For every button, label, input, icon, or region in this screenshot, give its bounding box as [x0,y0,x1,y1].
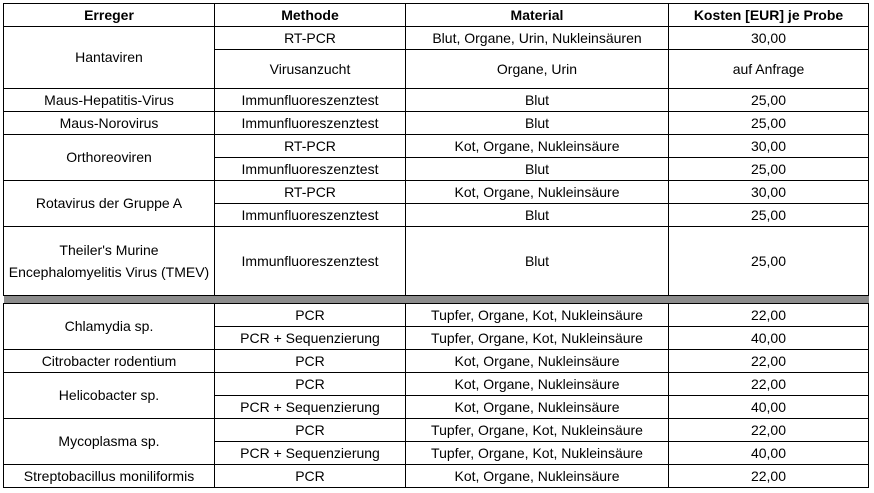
table-row [4,465,869,488]
cell-material: Tupfer, Organe, Kot, Nukleinsäure [406,304,669,327]
cell-kosten: 22,00 [669,465,869,488]
table-row [4,304,869,327]
section-divider [4,296,869,304]
cell-kosten: 22,00 [669,304,869,327]
cell-kosten: 40,00 [669,442,869,465]
cell-material: Kot, Organe, Nukleinsäure [406,396,669,419]
header-erreger: Erreger [4,4,215,27]
cell-material: Kot, Organe, Nukleinsäure [406,350,669,373]
cell-kosten: 30,00 [669,181,869,204]
table-row [4,135,869,158]
table-row [4,89,869,112]
header-methode: Methode [215,4,406,27]
cell-kosten: 30,00 [669,135,869,158]
cell-material: Blut [406,112,669,135]
header-row [4,4,869,27]
cell-erreger: Orthoreoviren [4,135,215,181]
cell-erreger: Citrobacter rodentium [4,350,215,373]
cell-material: Blut, Organe, Urin, Nukleinsäuren [406,27,669,50]
cell-kosten: 22,00 [669,373,869,396]
divider-bar [4,296,869,304]
cell-erreger: Maus-Norovirus [4,112,215,135]
cell-kosten: auf Anfrage [669,50,869,89]
cell-methode: Immunfluoreszenztest [215,158,406,181]
cell-material: Tupfer, Organe, Kot, Nukleinsäure [406,419,669,442]
cell-methode: Virusanzucht [215,50,406,89]
table-row [4,350,869,373]
cell-material: Blut [406,227,669,296]
table-row [4,27,869,50]
cell-erreger: Theiler's Murine Encephalomyelitis Virus (TMEV) [4,227,215,296]
pricing-table [3,3,869,488]
cell-methode: PCR [215,465,406,488]
header-material: Material [406,4,669,27]
table-row [4,373,869,396]
cell-methode: PCR [215,419,406,442]
cell-erreger: Streptobacillus moniliformis [4,465,215,488]
cell-material: Organe, Urin [406,50,669,89]
cell-methode: PCR [215,304,406,327]
cell-methode: RT-PCR [215,181,406,204]
cell-kosten: 25,00 [669,158,869,181]
cell-material: Kot, Organe, Nukleinsäure [406,465,669,488]
cell-material: Tupfer, Organe, Kot, Nukleinsäure [406,442,669,465]
table-row [4,181,869,204]
cell-kosten: 30,00 [669,27,869,50]
cell-erreger: Helicobacter sp. [4,373,215,419]
cell-methode: Immunfluoreszenztest [215,89,406,112]
cell-methode: Immunfluoreszenztest [215,112,406,135]
cell-material: Blut [406,89,669,112]
cell-kosten: 25,00 [669,112,869,135]
cell-material: Tupfer, Organe, Kot, Nukleinsäure [406,327,669,350]
cell-erreger: Mycoplasma sp. [4,419,215,465]
cell-kosten: 25,00 [669,204,869,227]
cell-erreger: Maus-Hepatitis-Virus [4,89,215,112]
cell-methode: PCR + Sequenzierung [215,442,406,465]
cell-methode: RT-PCR [215,27,406,50]
cell-kosten: 25,00 [669,89,869,112]
cell-methode: Immunfluoreszenztest [215,227,406,296]
cell-methode: PCR + Sequenzierung [215,327,406,350]
cell-erreger: Hantaviren [4,27,215,89]
cell-kosten: 40,00 [669,327,869,350]
cell-material: Kot, Organe, Nukleinsäure [406,181,669,204]
cell-methode: RT-PCR [215,135,406,158]
table-row [4,227,869,296]
cell-methode: PCR + Sequenzierung [215,396,406,419]
cell-kosten: 40,00 [669,396,869,419]
cell-erreger: Rotavirus der Gruppe A [4,181,215,227]
cell-methode: PCR [215,373,406,396]
cell-methode: PCR [215,350,406,373]
cell-kosten: 22,00 [669,419,869,442]
table-row [4,112,869,135]
cell-methode: Immunfluoreszenztest [215,204,406,227]
cell-material: Kot, Organe, Nukleinsäure [406,373,669,396]
cell-erreger: Chlamydia sp. [4,304,215,350]
cell-kosten: 25,00 [669,227,869,296]
cell-material: Blut [406,158,669,181]
table-row [4,419,869,442]
cell-material: Kot, Organe, Nukleinsäure [406,135,669,158]
header-kosten: Kosten [EUR] je Probe [669,4,869,27]
cell-material: Blut [406,204,669,227]
cell-kosten: 22,00 [669,350,869,373]
